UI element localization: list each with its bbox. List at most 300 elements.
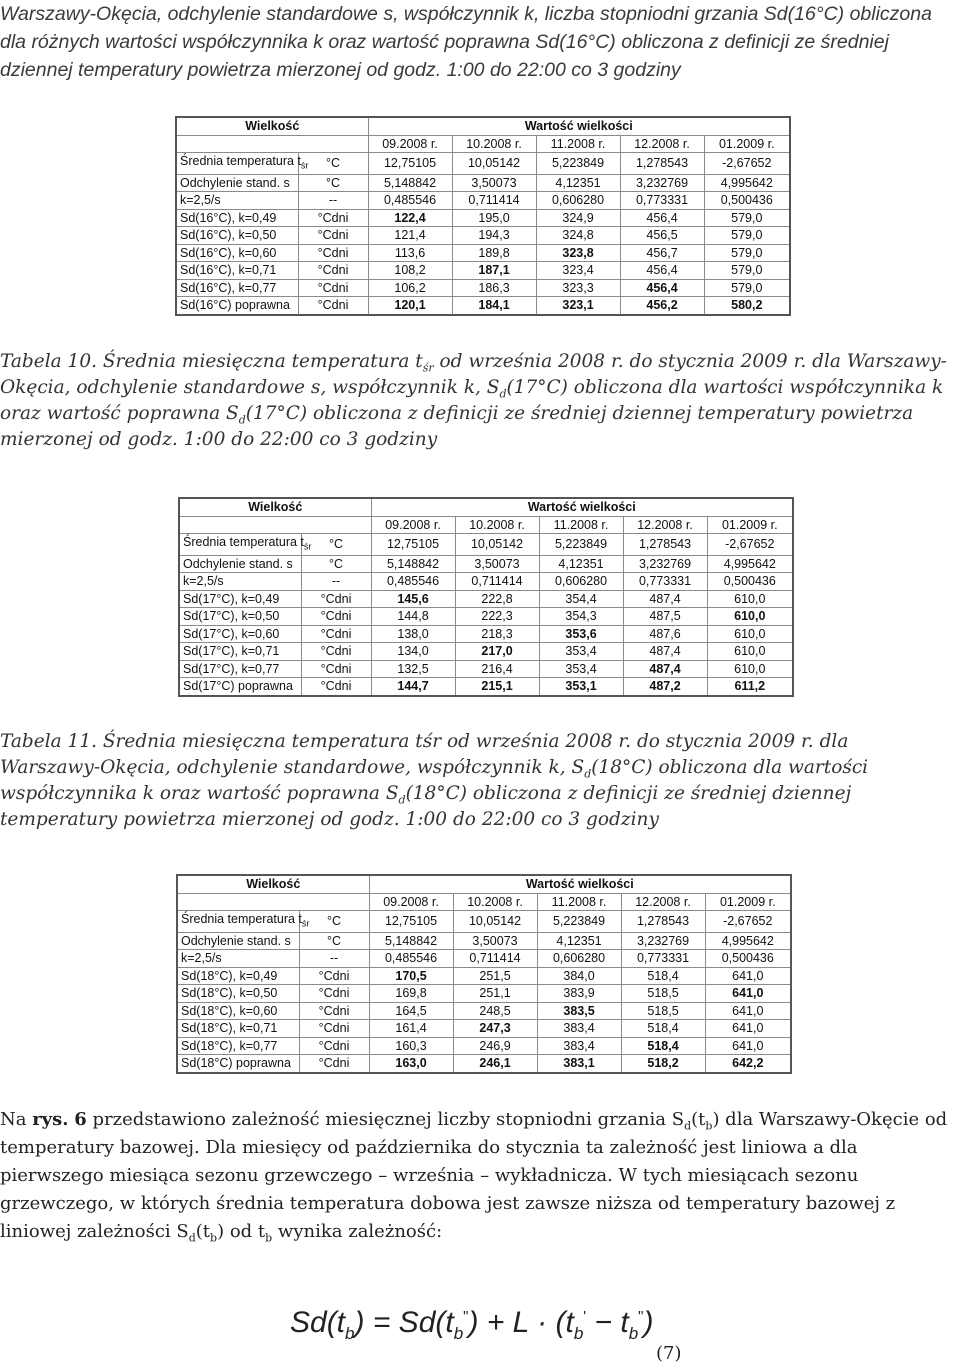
table-cell: 487,2 [623,678,707,696]
row-label-text: k=2,5/s [181,951,222,966]
table-row [177,1055,791,1073]
row-unit: °Cdni [298,244,368,262]
table-header-row [179,498,793,516]
table-cell: 353,4 [539,660,623,678]
caption-10-part: Tabela 10. Średnia miesięczna temperatura t [0,351,423,372]
table-cell: 170,5 [369,967,453,985]
table-cell: 353,6 [539,625,623,643]
table-cell: 0,773331 [621,950,705,968]
table-row [177,1002,791,1020]
date-header: 09.2008 r. [371,516,455,534]
table-cell: 132,5 [371,660,455,678]
table-cell: 161,4 [369,1020,453,1038]
row-label: Sd(16°C), k=0,71 [176,262,298,280]
row-unit: -- [298,192,368,210]
row-unit: °Cdni [301,590,371,608]
table-cell: -2,67652 [707,534,793,556]
date-header: 01.2009 r. [704,135,790,153]
table-cell: 4,12351 [536,174,620,192]
header-wielkosc: Wielkość [179,498,371,516]
header-wartosc: Wartość wielkości [368,117,790,135]
table-cell: 3,50073 [452,174,536,192]
row-label: Sd(16°C), k=0,60 [176,244,298,262]
paragraph-text: ) dla Warszawy-Okęcie od temperatury bazowej. Dla miesięcy od października do stycznia ta zależność jest liniowa a dla pierwszego miesiąca sezonu grzewczego – września – wykładnicza. W tych miesiącach sezonu grzewczego, w których średnia temperatura dobowa jest zawsze niższa od temperatury bazowej z liniowej zależności S [0,1109,948,1242]
table-cell: 246,1 [453,1055,537,1073]
formula-sub: b [573,1324,584,1343]
row-unit: °Cdni [299,1020,369,1038]
row-label: Sd(18°C), k=0,49 [177,967,299,985]
table-cell: 184,1 [452,297,536,315]
table-cell: 3,50073 [455,555,539,573]
formula-sup: " [463,1308,469,1325]
table-cell: 518,2 [621,1055,705,1073]
table-cell: 354,4 [539,590,623,608]
table-cell: 324,8 [536,227,620,245]
table-cell: 518,4 [621,1020,705,1038]
table-cell: 144,8 [371,608,455,626]
row-unit: °C [299,911,369,933]
table-cell: 218,3 [455,625,539,643]
table-sd17 [178,497,794,697]
table-row [176,279,790,297]
table-cell: 120,1 [368,297,452,315]
table-cell: 195,0 [452,209,536,227]
table-row [179,590,793,608]
row-label: Sd(17°C), k=0,50 [179,608,301,626]
table-row [177,932,791,950]
table-sd18 [176,874,792,1074]
row-unit: °Cdni [299,1055,369,1073]
row-unit: °C [298,153,368,175]
row-unit: °Cdni [299,1002,369,1020]
table-cell: 353,4 [539,643,623,661]
date-header: 11.2008 r. [539,516,623,534]
table-cell: 134,0 [371,643,455,661]
table-cell: 383,9 [537,985,621,1003]
date-header: 01.2009 r. [705,893,791,911]
row-label-text: Średnia temperatura t [181,912,302,926]
empty-cell [176,135,368,153]
empty-cell [177,893,369,911]
table-9-caption-text: Warszawy-Okęcia, odchylenie standardowe s, współczynnik k, liczba stopniodni grzania Sd(16°C) obliczona dla różnych wartości współczynnika k oraz wartość poprawna Sd(16°C) obliczona z definicji ze średniej dziennej temperatury powietrza mierzonej od godz. 1:00 do 22:00 co 3 godziny [0,3,932,81]
table-row [177,911,791,933]
row-label: Sd(16°C), k=0,77 [176,279,298,297]
table-cell: 1,278543 [620,153,704,175]
row-unit: °Cdni [299,1037,369,1055]
table-cell: 579,0 [704,227,790,245]
table-cell: 12,75105 [369,911,453,933]
table-cell: 222,8 [455,590,539,608]
table-cell: 0,485546 [368,192,452,210]
table-cell: 0,711414 [455,573,539,591]
table-cell: 0,711414 [452,192,536,210]
caption-10-part: (17°C) obliczona z definicji ze średniej dziennej temperatury powietrza mierzonej od godz. 1:00 do 22:00 co 3 godziny [0,403,914,450]
row-label: Sd(17°C) poprawna [179,678,301,696]
row-label [177,911,310,933]
row-label: Sd(16°C) poprawna [176,297,298,315]
table-cell: 3,232769 [621,932,705,950]
table-cell: 246,9 [453,1037,537,1055]
row-unit: °C [301,555,371,573]
caption-11-sub: d [584,767,592,781]
table-cell: 611,2 [707,678,793,696]
table-row [176,174,790,192]
table-cell: 194,3 [452,227,536,245]
table-cell: 518,5 [621,1002,705,1020]
table-cell: 579,0 [704,279,790,297]
table-cell: 487,4 [623,643,707,661]
table-cell: 160,3 [369,1037,453,1055]
table-row [176,244,790,262]
row-unit: °Cdni [301,678,371,696]
table-cell: 145,6 [371,590,455,608]
table-row [179,643,793,661]
header-wielkosc: Wielkość [177,875,369,893]
table-cell: 247,3 [453,1020,537,1038]
row-label: Sd(17°C), k=0,71 [179,643,301,661]
paragraph-sub: d [188,1231,196,1245]
row-label [179,534,312,556]
table-cell: -2,67652 [705,911,791,933]
row-unit: °Cdni [301,608,371,626]
table-11-caption [0,729,952,833]
table-cell: 610,0 [707,625,793,643]
table-cell: 187,1 [452,262,536,280]
table-row [176,209,790,227]
row-label-sub: śr [303,541,312,552]
table-cell: 641,0 [705,1020,791,1038]
table-cell: 217,0 [455,643,539,661]
table-row [179,660,793,678]
table-cell: -2,67652 [704,153,790,175]
table-cell: 323,3 [536,279,620,297]
table-cell: 0,485546 [371,573,455,591]
row-label: Sd(16°C), k=0,50 [176,227,298,245]
table-cell: 456,7 [620,244,704,262]
caption-10-sub: d [238,413,246,427]
date-header: 09.2008 r. [369,893,453,911]
figure-reference: rys. [32,1109,69,1130]
table-row [179,573,793,591]
table-dates-row [179,516,793,534]
row-unit: °C [299,932,369,950]
body-paragraph [0,1106,960,1246]
table-cell: 189,8 [452,244,536,262]
table-cell: 5,223849 [537,911,621,933]
table-cell: 108,2 [368,262,452,280]
table-cell: 10,05142 [453,911,537,933]
row-unit: °Cdni [299,985,369,1003]
table-cell: 0,606280 [537,950,621,968]
table-row [176,153,790,175]
table-cell: 1,278543 [621,911,705,933]
formula-7 [290,1292,654,1343]
table-row [176,297,790,315]
table-cell: 121,4 [368,227,452,245]
row-unit: °Cdni [301,643,371,661]
paragraph-text: przedstawiono zależność miesięcznej liczby stopniodni grzania S [86,1109,685,1130]
row-label-text: Średnia temperatura t [180,154,301,168]
formula-part: ) = Sd(t [354,1306,454,1339]
table-cell: 5,148842 [369,932,453,950]
table-cell: 456,4 [620,209,704,227]
row-unit: °Cdni [298,297,368,315]
table-row [176,192,790,210]
caption-11-sub: d [398,793,406,807]
table-cell: 216,4 [455,660,539,678]
table-cell: 641,0 [705,1037,791,1055]
date-header: 01.2009 r. [707,516,793,534]
row-unit: °Cdni [301,660,371,678]
caption-10-sub: śr [422,361,434,375]
paragraph-text: (t [195,1221,211,1242]
table-dates-row [177,893,791,911]
table-cell: 353,1 [539,678,623,696]
table-row [177,950,791,968]
table-cell: 5,148842 [371,555,455,573]
table-cell: 456,4 [620,262,704,280]
table-cell: 106,2 [368,279,452,297]
table-cell: 383,4 [537,1020,621,1038]
table-cell: 4,995642 [704,174,790,192]
row-label: Sd(18°C) poprawna [177,1055,299,1073]
table-cell: 641,0 [705,1002,791,1020]
table-row [179,678,793,696]
table-row [177,985,791,1003]
table-cell: 487,4 [623,590,707,608]
table-cell: 10,05142 [455,534,539,556]
table-cell: 579,0 [704,244,790,262]
paragraph-text: ) od t [217,1221,266,1242]
row-label-text: k=2,5/s [183,574,224,589]
table-cell: 0,711414 [453,950,537,968]
table-cell: 215,1 [455,678,539,696]
row-unit: °Cdni [298,227,368,245]
table-header-row [176,117,790,135]
table-cell: 641,0 [705,967,791,985]
table-cell: 3,232769 [623,555,707,573]
table-cell: 579,0 [704,262,790,280]
paragraph-sub: b [705,1119,713,1133]
table-row [177,1020,791,1038]
table-row [179,555,793,573]
row-unit: °Cdni [299,967,369,985]
table-cell: 0,500436 [704,192,790,210]
paragraph-sub: b [265,1231,273,1245]
header-wartosc: Wartość wielkości [369,875,791,893]
table-cell: 3,232769 [620,174,704,192]
table-cell: 383,4 [537,1037,621,1055]
formula-sup: ' [583,1308,587,1325]
row-label [177,950,299,968]
table-cell: 0,773331 [623,573,707,591]
table-cell: 641,0 [705,985,791,1003]
table-dates-row [176,135,790,153]
row-label-text: k=2,5/s [180,193,221,208]
table-cell: 456,4 [620,279,704,297]
table-9-caption [0,0,952,84]
table-cell: 610,0 [707,660,793,678]
table-row [179,608,793,626]
caption-11-part: Tabela 11. Średnia miesięczna temperatura tśr od września 2008 r. do stycznia 2009 r. dla Warszawy-Okęcia, odchylenie standardowe, współczynnik k, S [0,731,849,778]
table-cell: 323,4 [536,262,620,280]
row-unit: °C [298,174,368,192]
table-10-caption [0,349,952,453]
table-cell: 3,50073 [453,932,537,950]
date-header: 10.2008 r. [455,516,539,534]
header-wartosc: Wartość wielkości [371,498,793,516]
figure-number: 6 [74,1109,87,1130]
formula-part: − t [586,1306,629,1339]
table-cell: 487,4 [623,660,707,678]
table-row [179,534,793,556]
table-cell: 4,12351 [537,932,621,950]
row-unit: °Cdni [298,279,368,297]
table-cell: 383,5 [537,1002,621,1020]
date-header: 11.2008 r. [537,893,621,911]
row-label-text: Średnia temperatura t [183,535,304,549]
table-cell: 384,0 [537,967,621,985]
row-label-sub: śr [300,160,309,171]
table-cell: 487,5 [623,608,707,626]
row-label: Sd(16°C), k=0,49 [176,209,298,227]
table-cell: 354,3 [539,608,623,626]
table-cell: 0,773331 [620,192,704,210]
caption-10-sub: d [499,387,507,401]
table-cell: 456,5 [620,227,704,245]
table-cell: 138,0 [371,625,455,643]
row-label-sub: śr [301,918,310,929]
row-label [176,153,309,175]
table-cell: 4,12351 [539,555,623,573]
row-label [179,555,301,573]
table-cell: 5,223849 [539,534,623,556]
row-label: Sd(17°C), k=0,60 [179,625,301,643]
date-header: 12.2008 r. [621,893,705,911]
table-cell: 0,606280 [539,573,623,591]
formula-part: ) [643,1306,654,1339]
empty-cell [179,516,371,534]
table-cell: 10,05142 [452,153,536,175]
table-row [179,625,793,643]
paragraph-sub: d [684,1119,692,1133]
row-unit: °Cdni [298,262,368,280]
table-sd16 [175,116,791,316]
table-cell: 4,995642 [705,932,791,950]
formula-part: Sd(t [290,1306,346,1339]
date-header: 09.2008 r. [368,135,452,153]
table-row [176,262,790,280]
table-cell: 5,223849 [536,153,620,175]
table-cell: 0,485546 [369,950,453,968]
caption-11-part: (18°C) obliczona z definicji ze średniej dziennej temperatury powietrza mierzonej od godz. 1:00 do 22:00 co 3 godziny [0,783,852,830]
table-cell: 580,2 [704,297,790,315]
row-unit: -- [301,573,371,591]
table-cell: 1,278543 [623,534,707,556]
row-unit: °Cdni [298,209,368,227]
caption-10-part: (17°C) obliczona dla wartości współczynnika k oraz wartość poprawna S [0,377,944,424]
table-cell: 323,8 [536,244,620,262]
equation-number: (7) [656,1343,682,1364]
row-label: Sd(17°C), k=0,49 [179,590,301,608]
row-label-text: Odchylenie stand. s [183,556,293,571]
row-label: Sd(18°C), k=0,60 [177,1002,299,1020]
paragraph-text: Na [0,1109,33,1130]
table-cell: 579,0 [704,209,790,227]
date-header: 11.2008 r. [536,135,620,153]
table-cell: 12,75105 [368,153,452,175]
table-cell: 518,5 [621,985,705,1003]
table-header-row [177,875,791,893]
table-cell: 169,8 [369,985,453,1003]
formula-sub: b [345,1324,355,1343]
formula-part: ) + L · (t [468,1306,574,1339]
table-cell: 642,2 [705,1055,791,1073]
date-header: 10.2008 r. [452,135,536,153]
table-cell: 610,0 [707,590,793,608]
row-unit: °Cdni [301,625,371,643]
formula-sup: " [638,1308,644,1325]
table-row [177,967,791,985]
table-cell: 5,148842 [368,174,452,192]
table-cell: 113,6 [368,244,452,262]
caption-11-part: (18°C) obliczona dla wartości współczynnika k oraz wartość poprawna S [0,757,869,804]
table-cell: 0,500436 [705,950,791,968]
table-cell: 144,7 [371,678,455,696]
table-cell: 456,2 [620,297,704,315]
table-cell: 324,9 [536,209,620,227]
table-cell: 518,4 [621,967,705,985]
table-cell: 122,4 [368,209,452,227]
header-wielkosc: Wielkość [176,117,368,135]
row-label: Sd(18°C), k=0,50 [177,985,299,1003]
table-cell: 251,5 [453,967,537,985]
table-cell: 610,0 [707,608,793,626]
table-row [177,1037,791,1055]
table-row [176,227,790,245]
row-label: Sd(17°C), k=0,77 [179,660,301,678]
table-cell: 12,75105 [371,534,455,556]
table-cell: 163,0 [369,1055,453,1073]
row-label: Sd(18°C), k=0,77 [177,1037,299,1055]
table-cell: 0,500436 [707,573,793,591]
paragraph-sub: b [210,1231,218,1245]
table-cell: 518,4 [621,1037,705,1055]
row-label [179,573,301,591]
table-cell: 222,3 [455,608,539,626]
date-header: 12.2008 r. [623,516,707,534]
row-label-text: Odchylenie stand. s [180,175,290,190]
date-header: 12.2008 r. [620,135,704,153]
table-cell: 0,606280 [536,192,620,210]
table-cell: 383,1 [537,1055,621,1073]
table-cell: 610,0 [707,643,793,661]
formula-sub: b [628,1324,639,1343]
table-cell: 186,3 [452,279,536,297]
row-label [176,192,298,210]
formula-sub: b [453,1324,464,1343]
paragraph-text: (t [691,1109,706,1130]
date-header: 10.2008 r. [453,893,537,911]
table-cell: 4,995642 [707,555,793,573]
caption-10-part: od września 2008 r. do stycznia 2009 r. dla Warszawy-Okęcia, odchylenie standardowe s, współczynnik k, S [0,351,947,398]
table-cell: 487,6 [623,625,707,643]
row-label-text: Odchylenie stand. s [181,933,291,948]
table-cell: 323,1 [536,297,620,315]
row-unit: °C [301,534,371,556]
row-label [176,174,298,192]
row-label [177,932,299,950]
